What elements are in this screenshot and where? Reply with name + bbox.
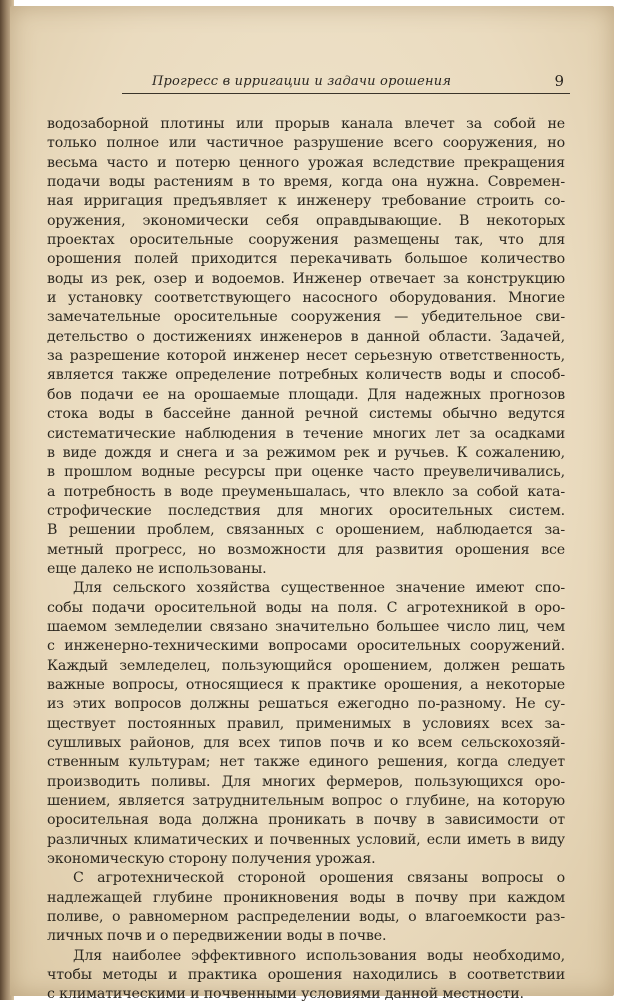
- text-line: строфические последствия для многих оросительных систем.: [47, 502, 565, 519]
- text-line: С агротехнической стороной орошения связаны вопросы о: [73, 870, 565, 887]
- text-line: орошения полей приходится перекачивать большое количество: [47, 251, 565, 268]
- text-line: производить поливы. Для многих фермеров, пользующихся оро-: [47, 773, 565, 790]
- text-line: в прошлом водные ресурсы при оценке часто преувеличивались,: [47, 464, 565, 481]
- text-line: и установку соответствующего насосного оборудования. Многие: [47, 290, 565, 307]
- text-line: еще далеко не использованы.: [47, 560, 267, 577]
- text-line: поливе, о равномерном распределении воды, о влагоемкости раз-: [47, 909, 565, 926]
- running-header-title: Прогресс в ирригации и задачи орошения: [152, 74, 452, 89]
- text-line: оружения, экономически себя оправдывающие. В некоторых: [47, 212, 565, 229]
- text-line: надлежащей глубине проникновения воды в почву при каждом: [47, 889, 565, 906]
- text-line: подачи воды растениям в то время, когда она нужна. Современ-: [47, 174, 565, 191]
- text-line: с климатическими и почвенными условиями данной местности.: [47, 986, 524, 1003]
- text-line: ственным культурам; нет также единого решения, когда следует: [47, 754, 565, 771]
- body-text: [47, 115, 565, 1005]
- text-line: Для сельского хозяйства существенное значение имеют спо-: [73, 580, 565, 597]
- text-line: за разрешение которой инженер несет серьезную ответственность,: [47, 348, 565, 365]
- text-line: воды из рек, озер и водоемов. Инженер отвечает за конструкцию: [47, 270, 565, 287]
- text-line: экономическую сторону получения урожая.: [47, 851, 376, 868]
- text-line: а потребность в воде преуменьшалась, что влекло за собой ката-: [47, 483, 565, 500]
- text-line: метный прогресс, но возможности для развития орошения все: [47, 541, 565, 558]
- text-line: В решении проблем, связанных с орошением, наблюдается за-: [47, 522, 565, 539]
- text-line: сушливых районов, для всех типов почв и ко всем сельскохозяй-: [47, 735, 565, 751]
- text-line: важные вопросы, относящиеся к практике орошения, а некоторые: [47, 676, 565, 693]
- text-line: бов подачи ее на орошаемые площади. Для надежных прогнозов: [47, 386, 565, 403]
- text-line: только полное или частичное разрушение всего сооружения, но: [47, 135, 565, 152]
- text-line: личных почв и о передвижении воды в почве.: [47, 928, 387, 945]
- text-line: весьма часто и потерю ценного урожая вследствие прекращения: [47, 154, 565, 171]
- text-line: замечательные оросительные сооружения — убедительное сви-: [47, 309, 565, 326]
- text-line: является также определение потребных количеств воды и способ-: [47, 367, 565, 384]
- text-line: Для наиболее эффективного использования воды необходимо,: [73, 947, 565, 964]
- header-rule: [122, 93, 570, 94]
- text-line: собы подачи оросительной воды на поля. С агротехникой в оро-: [47, 599, 565, 616]
- text-line: различных климатических и почвенных условий, если иметь в виду: [47, 831, 565, 848]
- text-line: ществует постоянных правил, применимых в условиях всех за-: [47, 715, 565, 732]
- paragraph: [47, 579, 565, 869]
- text-line: проектах оросительные сооружения размещены так, что для: [47, 232, 565, 249]
- text-line: в виде дождя и снега и за режимом рек и ручьев. К сожалению,: [47, 444, 565, 461]
- paragraph: [47, 115, 565, 579]
- text-line: детельство о достижениях инженеров в данной области. Задачей,: [47, 328, 565, 345]
- page-number: 9: [554, 72, 564, 90]
- text-line: из этих вопросов должны решаться ежегодно по-разному. Не су-: [47, 696, 565, 713]
- text-line: оросительная вода должна проникать в почву в зависимости от: [47, 812, 565, 829]
- text-line: с инженерно-техническими вопросами оросительных сооружений.: [47, 638, 565, 655]
- text-line: Каждый земледелец, пользующийся орошением, должен решать: [47, 657, 565, 674]
- text-line: ная ирригация предъявляет к инженеру требование строить со-: [47, 193, 565, 210]
- text-line: чтобы методы и практика орошения находились в соответствии: [47, 967, 565, 984]
- paragraph: [47, 947, 565, 1005]
- text-line: стока воды в бассейне данной речной системы обычно ведутся: [47, 406, 565, 423]
- text-line: систематические наблюдения в течение многих лет за осадками: [47, 425, 565, 442]
- running-header: [122, 72, 570, 96]
- paragraph: [47, 869, 565, 946]
- text-line: водозаборной плотины или прорыв канала влечет за собой не: [47, 116, 565, 132]
- text-line: шением, является затруднительным вопрос о глубине, на которую: [47, 793, 565, 810]
- text-line: шаемом земледелии связано значительно большее число лиц, чем: [47, 618, 565, 635]
